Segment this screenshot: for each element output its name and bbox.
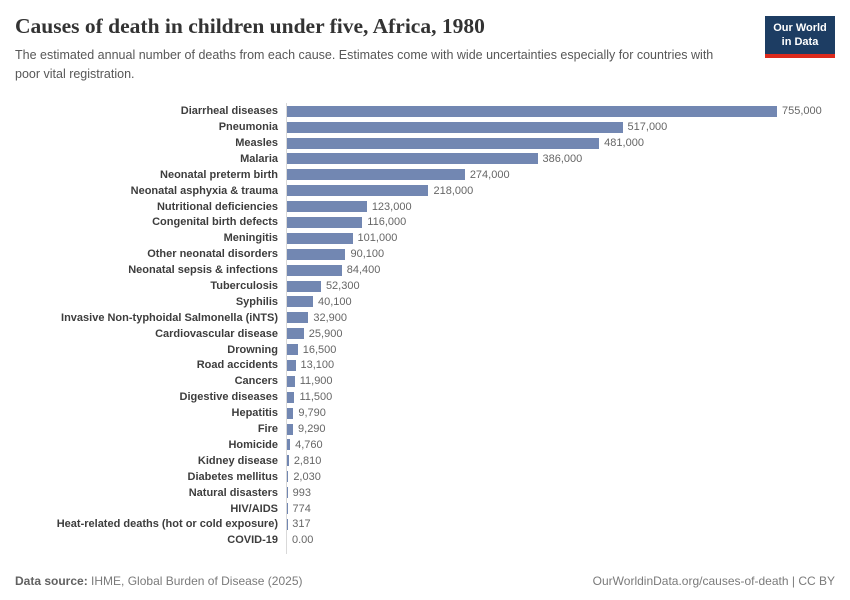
bar-track bbox=[286, 516, 835, 532]
value-label: 101,000 bbox=[357, 232, 398, 245]
bar-track bbox=[286, 230, 835, 246]
bar[interactable] bbox=[287, 201, 367, 212]
category-label: Natural disasters bbox=[188, 486, 278, 499]
bar[interactable] bbox=[287, 392, 294, 403]
owid-logo-line1: Our World bbox=[773, 22, 827, 34]
bar-track bbox=[286, 358, 835, 374]
bar[interactable] bbox=[287, 344, 298, 355]
chart-row bbox=[15, 246, 835, 262]
category-label: HIV/AIDS bbox=[230, 502, 278, 515]
chart-row bbox=[15, 405, 835, 421]
bar-track bbox=[286, 469, 835, 485]
value-label: 11,900 bbox=[299, 375, 333, 388]
chart-row bbox=[15, 453, 835, 469]
title-block bbox=[15, 14, 753, 83]
category-label: Other neonatal disorders bbox=[147, 248, 278, 261]
category-label: Nutritional deficiencies bbox=[156, 200, 278, 213]
category-label: Diabetes mellitus bbox=[187, 470, 278, 483]
owid-logo-line2: in Data bbox=[781, 36, 819, 49]
value-label: 32,900 bbox=[313, 311, 347, 324]
bar-track bbox=[286, 485, 835, 501]
category-label: Invasive Non-typhoidal Salmonella (iNTS) bbox=[61, 311, 278, 324]
chart-row bbox=[15, 326, 835, 342]
value-label: 13,100 bbox=[300, 359, 335, 372]
bar-track bbox=[286, 501, 835, 517]
value-label: 317 bbox=[292, 518, 311, 531]
axis-bottom-tick bbox=[286, 548, 287, 554]
bar[interactable] bbox=[287, 106, 777, 117]
bar[interactable] bbox=[287, 249, 345, 260]
chart-row bbox=[15, 199, 835, 215]
bar[interactable] bbox=[287, 471, 288, 482]
category-label: Neonatal asphyxia & trauma bbox=[130, 184, 278, 197]
chart-row bbox=[15, 469, 835, 485]
bar[interactable] bbox=[287, 312, 308, 323]
bar[interactable] bbox=[287, 296, 313, 307]
bar-track bbox=[286, 167, 835, 183]
value-label: 52,300 bbox=[325, 280, 360, 293]
chart-row bbox=[15, 389, 835, 405]
category-label: Measles bbox=[235, 137, 278, 150]
value-label: 90,100 bbox=[350, 248, 385, 261]
category-label: Syphilis bbox=[235, 295, 278, 308]
category-label: Kidney disease bbox=[197, 454, 278, 467]
value-label: 386,000 bbox=[542, 152, 583, 165]
page-title: Causes of death in children under five, Africa, 1980 bbox=[15, 14, 485, 38]
bar-track bbox=[286, 342, 835, 358]
value-label: 16,500 bbox=[302, 343, 337, 356]
category-label: Homicide bbox=[228, 438, 278, 451]
chart-footer bbox=[15, 574, 835, 588]
bar-track bbox=[286, 135, 835, 151]
value-label: 116,000 bbox=[367, 216, 407, 229]
bar-track bbox=[286, 119, 835, 135]
bar[interactable] bbox=[287, 376, 295, 387]
bar[interactable] bbox=[287, 169, 465, 180]
category-label: Road accidents bbox=[196, 359, 278, 372]
value-label: 9,290 bbox=[298, 423, 326, 436]
value-label: 517,000 bbox=[627, 121, 668, 134]
bar-track bbox=[286, 437, 835, 453]
value-label: 2,030 bbox=[293, 470, 321, 483]
bar[interactable] bbox=[287, 281, 321, 292]
chart-row bbox=[15, 119, 835, 135]
bar-track bbox=[286, 389, 835, 405]
value-label: 774 bbox=[292, 502, 311, 515]
value-label: 993 bbox=[292, 486, 311, 499]
category-label: Hepatitis bbox=[231, 407, 278, 420]
value-label: 84,400 bbox=[346, 264, 381, 277]
chart-row bbox=[15, 501, 835, 517]
chart-row bbox=[15, 230, 835, 246]
chart-row bbox=[15, 215, 835, 231]
category-label: COVID-19 bbox=[227, 534, 278, 547]
data-source bbox=[15, 574, 302, 588]
category-label: Cancers bbox=[234, 375, 278, 388]
category-label: Cardiovascular disease bbox=[155, 327, 278, 340]
bar[interactable] bbox=[287, 328, 304, 339]
value-label: 123,000 bbox=[371, 200, 412, 213]
bar-track bbox=[286, 262, 835, 278]
value-label: 481,000 bbox=[604, 137, 644, 150]
bar[interactable] bbox=[287, 487, 288, 498]
bar[interactable] bbox=[287, 265, 342, 276]
value-label: 9,790 bbox=[298, 407, 326, 420]
chart-row bbox=[15, 135, 835, 151]
category-label: Congenital birth defects bbox=[152, 216, 278, 229]
bar-track bbox=[286, 405, 835, 421]
chart-subtitle: The estimated annual number of deaths from each cause. Estimates come with wide uncertainties especially for countries with poor vital registration. bbox=[15, 47, 714, 81]
chart-row bbox=[15, 103, 835, 119]
bar-track bbox=[286, 151, 835, 167]
category-label: Drowning bbox=[227, 343, 278, 356]
chart-row bbox=[15, 358, 835, 374]
bar-track bbox=[286, 199, 835, 215]
owid-logo[interactable] bbox=[765, 16, 835, 58]
bar-track bbox=[286, 453, 835, 469]
category-label: Malaria bbox=[240, 152, 278, 165]
value-label: 274,000 bbox=[469, 168, 510, 181]
bar[interactable] bbox=[287, 360, 296, 371]
category-label: Neonatal sepsis & infections bbox=[128, 264, 278, 277]
bar-track bbox=[286, 215, 835, 231]
bar-track bbox=[286, 183, 835, 199]
bar[interactable] bbox=[287, 424, 293, 435]
chart-row bbox=[15, 373, 835, 389]
chart-row bbox=[15, 421, 835, 437]
bar-track bbox=[286, 294, 835, 310]
chart-row bbox=[15, 437, 835, 453]
chart-row bbox=[15, 167, 835, 183]
value-label: 11,500 bbox=[299, 391, 333, 404]
bar[interactable] bbox=[287, 233, 353, 244]
category-label: Tuberculosis bbox=[210, 280, 278, 293]
bar[interactable] bbox=[287, 455, 289, 466]
bar[interactable] bbox=[287, 138, 599, 149]
bar-track bbox=[286, 373, 835, 389]
chart-row bbox=[15, 310, 835, 326]
chart-row bbox=[15, 183, 835, 199]
chart-row bbox=[15, 532, 835, 548]
chart-row bbox=[15, 262, 835, 278]
category-label: Diarrheal diseases bbox=[180, 105, 278, 118]
bar-track bbox=[286, 278, 835, 294]
chart-row bbox=[15, 151, 835, 167]
bar[interactable] bbox=[287, 153, 538, 164]
bar-track bbox=[286, 103, 835, 119]
category-label: Neonatal preterm birth bbox=[160, 168, 278, 181]
data-source-value: IHME, Global Burden of Disease (2025) bbox=[91, 574, 303, 588]
bar-chart bbox=[15, 103, 835, 548]
chart-row bbox=[15, 294, 835, 310]
bar[interactable] bbox=[287, 122, 623, 133]
bar-track bbox=[286, 532, 835, 548]
chart-row bbox=[15, 516, 835, 532]
credit-link[interactable]: OurWorldinData.org/causes-of-death | CC BY bbox=[592, 574, 835, 588]
chart-header bbox=[15, 14, 835, 83]
value-label: 25,900 bbox=[308, 327, 343, 340]
bar-track bbox=[286, 421, 835, 437]
value-label: 218,000 bbox=[433, 184, 474, 197]
bar-track bbox=[286, 326, 835, 342]
category-label: Pneumonia bbox=[218, 121, 278, 134]
bar[interactable] bbox=[287, 408, 293, 419]
chart-row bbox=[15, 342, 835, 358]
value-label: 755,000 bbox=[782, 105, 822, 118]
bar[interactable] bbox=[287, 439, 290, 450]
value-label: 4,760 bbox=[295, 438, 323, 451]
category-label: Meningitis bbox=[223, 232, 278, 245]
category-label: Digestive diseases bbox=[179, 391, 278, 404]
chart-row bbox=[15, 485, 835, 501]
value-label: 0.00 bbox=[292, 534, 314, 547]
bar-track bbox=[286, 246, 835, 262]
bar[interactable] bbox=[287, 217, 362, 228]
value-label: 2,810 bbox=[293, 454, 322, 467]
value-label: 40,100 bbox=[318, 295, 352, 308]
chart-row bbox=[15, 278, 835, 294]
category-label: Fire bbox=[257, 423, 278, 436]
bar-track bbox=[286, 310, 835, 326]
bar[interactable] bbox=[287, 503, 288, 514]
data-source-label: Data source: bbox=[15, 574, 88, 588]
bar[interactable] bbox=[287, 185, 428, 196]
category-label: Heat-related deaths (hot or cold exposure) bbox=[56, 518, 278, 531]
